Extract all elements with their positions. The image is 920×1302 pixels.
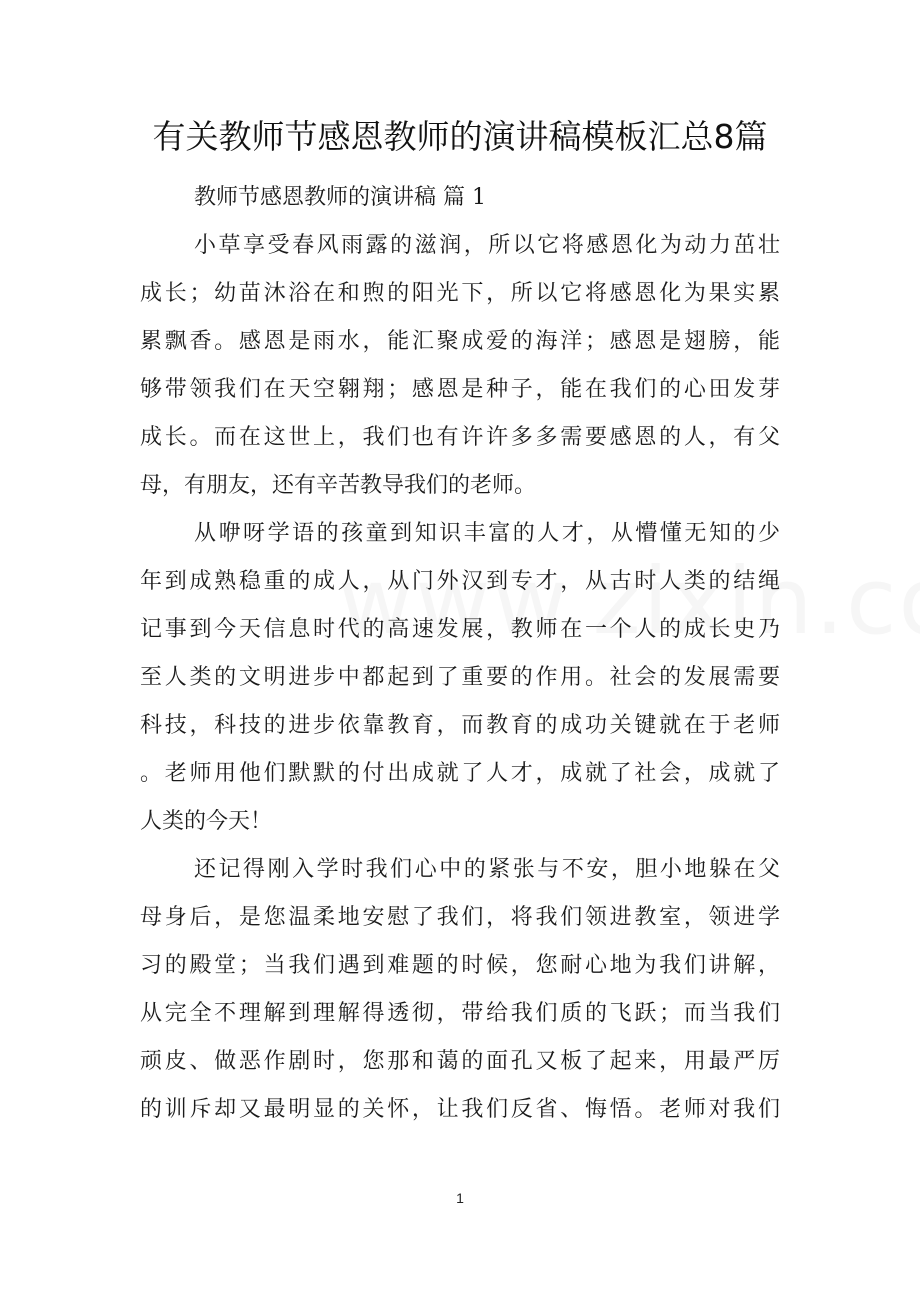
document-title: 有关教师节感恩教师的演讲稿模板汇总8篇 <box>152 117 768 156</box>
paragraph-line: 还记得刚入学时我们心中的紧张与不安，胆小地躲在父 <box>194 857 780 882</box>
paragraph-line: 习的殿堂；当我们遇到难题的时候，您耐心地为我们讲解， <box>140 953 780 978</box>
paragraph-line: 年到成熟稳重的成人，从门外汉到专才，从古时人类的结绳 <box>140 569 780 594</box>
section-heading: 教师节感恩教师的演讲稿 篇 1 <box>194 185 486 210</box>
paragraph-line: 成长。而在这世上，我们也有许许多多需要感恩的人，有父 <box>140 425 780 450</box>
paragraph-line: 够带领我们在天空翱翔；感恩是种子，能在我们的心田发芽 <box>140 377 780 402</box>
paragraph-line: 人类的今天！ <box>140 809 273 834</box>
paragraph-line: 母，有朋友，还有辛苦教导我们的老师。 <box>140 473 537 498</box>
paragraph-line: 至人类的文明进步中都起到了重要的作用。社会的发展需要 <box>140 665 780 690</box>
paragraph-line: 从咿呀学语的孩童到知识丰富的人才，从懵懂无知的少 <box>194 521 780 546</box>
paragraph-line: 科技，科技的进步依靠教育，而教育的成功关键就在于老师 <box>140 713 780 738</box>
paragraph-line: 顽皮、做恶作剧时，您那和蔼的面孔又板了起来，用最严厉 <box>140 1049 780 1074</box>
paragraph-line: 成长；幼苗沐浴在和煦的阳光下，所以它将感恩化为果实累 <box>140 281 780 306</box>
paragraph-line: 的训斥却又最明显的关怀，让我们反省、悔悟。老师对我们 <box>140 1097 780 1122</box>
paragraph-line: 。老师用他们默默的付出成就了人才，成就了社会，成就了 <box>140 761 780 786</box>
paragraph-line: 小草享受春风雨露的滋润，所以它将感恩化为动力茁壮 <box>194 233 780 258</box>
paragraph-line: 记事到今天信息时代的高速发展，教师在一个人的成长史乃 <box>140 617 780 642</box>
page-number: 1 <box>456 1190 464 1206</box>
paragraph-line: 母身后，是您温柔地安慰了我们，将我们领进教室，领进学 <box>140 905 780 930</box>
paragraph-line: 累飘香。感恩是雨水，能汇聚成爱的海洋；感恩是翅膀，能 <box>140 329 780 354</box>
paragraph-line: 从完全不理解到理解得透彻，带给我们质的飞跃；而当我们 <box>140 1001 780 1026</box>
